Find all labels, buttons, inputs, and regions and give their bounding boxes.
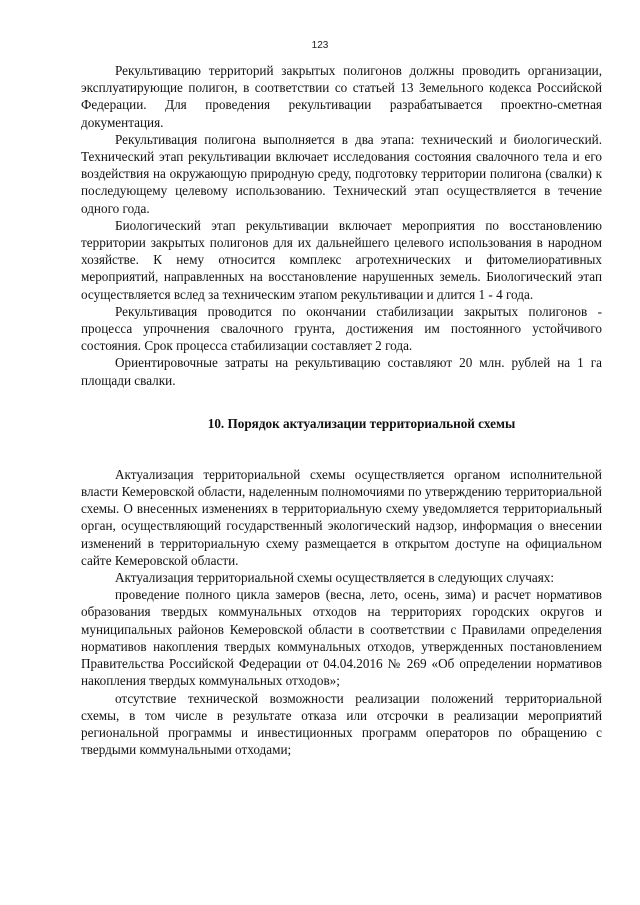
paragraph: Биологический этап рекультивации включает мероприятия по восстановлению территории закрытых полигонов для их дальнейшего целевого использования в народном хозяйстве. К нему относится комплекс агротехнических и фитомелиоративных мероприятий, направленных на восстановление нарушенных земель. Биологический этап осуществляется вслед за техническим этапом рекультивации и длится 1 - 4 года.: [81, 217, 602, 302]
page-body: [81, 62, 602, 758]
paragraph: Актуализация территориальной схемы осуществляется органом исполнительной власти Кемеровской области, наделенным полномочиями по утверждению территориальной схемы. О внесенных изменениях в территориальную схему уведомляется территориальный орган, осуществляющий государственный экологический надзор, информация о внесении изменений в территориальную схему размещается в открытом доступе на официальном сайте Кемеровской области.: [81, 466, 602, 568]
paragraph: Рекультивация полигона выполняется в два этапа: технический и биологический. Технический этап рекультивации включает исследования состояния свалочного тела и его воздействия на окружающую природную среду, подготовку территории полигона (свалки) к последующему целевому использованию. Технический этап осуществляется в течение одного года.: [81, 131, 602, 216]
paragraph: Рекультивацию территорий закрытых полигонов должны проводить организации, эксплуатирующие полигон, в соответствии со статьей 13 Земельного кодекса Российской Федерации. Для проведения рекультивации разрабатывается проектно-сметная документация.: [81, 63, 602, 130]
list-item-paragraph: проведение полного цикла замеров (весна, лето, осень, зима) и расчет нормативов образования твердых коммунальных отходов на территориях городских округов и муниципальных районов Кемеровской области в соответствии с Правилами определения нормативов накопления твердых коммунальных отходов, утвержденных постановлением Правительства Российской Федерации от 04.04.2016 № 269 «Об определении нормативов накопления твердых коммунальных отходов»;: [81, 587, 602, 689]
page-number: 123: [311, 40, 329, 51]
paragraph: Рекультивация проводится по окончании стабилизации закрытых полигонов - процесса упрочнения свалочного грунта, достижения им постоянного устойчивого состояния. Срок процесса стабилизации составляет 2 года.: [81, 303, 602, 354]
paragraph: Ориентировочные затраты на рекультивацию составляют 20 млн. рублей на 1 га площади свалки.: [81, 355, 602, 388]
list-item-paragraph: отсутствие технической возможности реализации положений территориальной схемы, в том числе в результате отказа или отсрочки в реализации мероприятий региональной программы и инвестиционных программ операторов по обращению с твердыми коммунальными отходами;: [81, 690, 602, 758]
paragraph: Актуализация территориальной схемы осуществляется в следующих случаях:: [115, 570, 555, 586]
section-heading: 10. Порядок актуализации территориальной схемы: [207, 415, 516, 431]
